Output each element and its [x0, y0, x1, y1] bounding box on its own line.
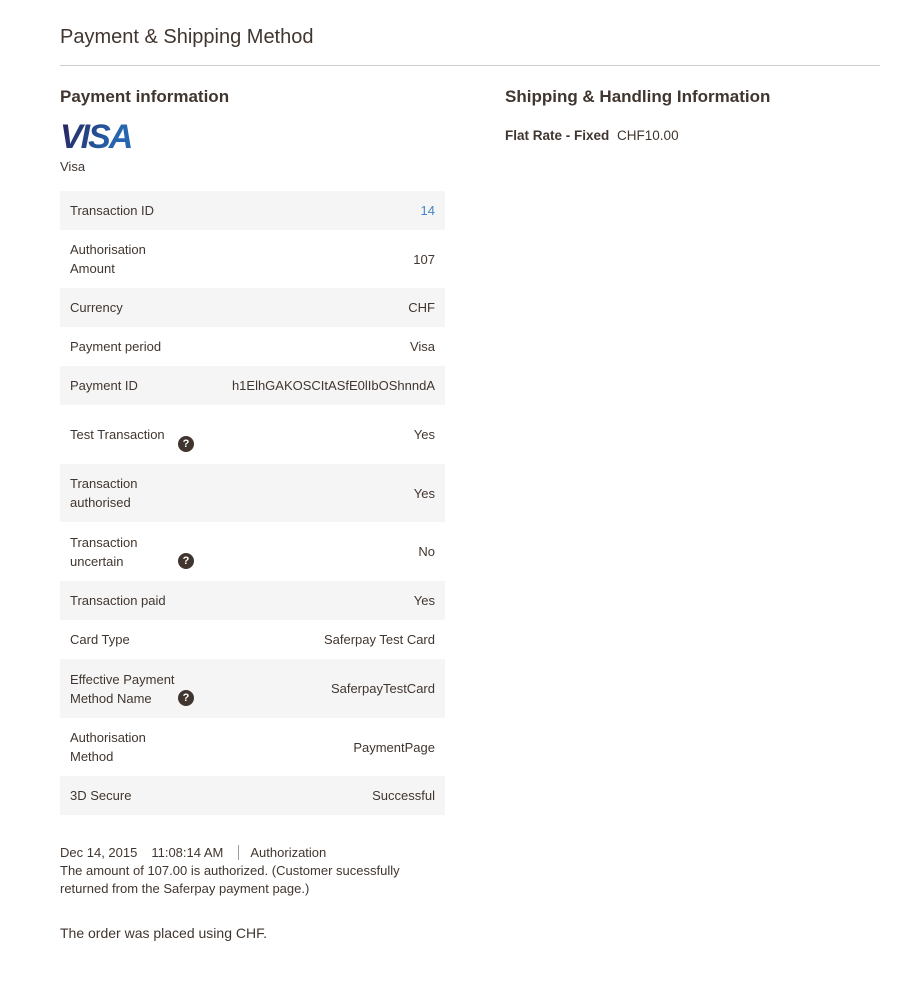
table-row	[60, 191, 445, 230]
row-value-link[interactable]: 14	[420, 203, 435, 219]
row-value: Yes	[413, 593, 435, 609]
table-row	[60, 718, 445, 776]
help-icon[interactable]: ?	[178, 436, 194, 452]
row-value: PaymentPage	[353, 739, 435, 755]
row-label: 3D Secure	[70, 788, 132, 804]
history-status: Authorization	[250, 845, 327, 861]
row-label: Transaction authorised	[70, 476, 138, 511]
row-value: Yes	[413, 485, 435, 501]
row-label-cell	[70, 591, 182, 610]
table-row	[60, 230, 445, 288]
help-icon[interactable]: ?	[178, 690, 194, 706]
table-row	[60, 288, 445, 327]
history-divider	[238, 845, 239, 860]
row-label: Currency	[70, 300, 123, 316]
shipping-price: CHF10.00	[617, 128, 679, 144]
row-value: CHF	[408, 300, 435, 316]
payment-details-table	[60, 191, 445, 815]
row-value: SaferpayTestCard	[330, 681, 435, 697]
row-label: Card Type	[70, 632, 130, 648]
table-row	[60, 581, 445, 620]
two-column-layout	[60, 87, 880, 941]
page-title: Payment & Shipping Method	[60, 26, 880, 66]
row-label-cell	[70, 474, 182, 512]
row-label: Payment ID	[70, 378, 138, 394]
table-row	[60, 366, 445, 405]
row-value: h1ElhGAKOSCItASfE0lIbOShnndA	[231, 378, 435, 394]
row-value: Yes	[413, 427, 435, 443]
row-label: Effective Payment Method Name	[70, 671, 175, 706]
history-comment: The amount of 107.00 is authorized. (Customer sucessfully returned from the Saferpay payment page.)	[60, 863, 400, 896]
table-row	[60, 327, 445, 366]
row-label: Payment period	[70, 339, 162, 355]
row-label: Test Transaction	[70, 427, 165, 443]
row-value: Successful	[372, 788, 435, 804]
table-row	[60, 659, 445, 718]
row-label-cell	[70, 298, 182, 317]
visa-logo: VISA	[60, 120, 136, 154]
row-label-cell	[70, 669, 190, 708]
table-row	[60, 776, 445, 815]
history-time: 11:08:14 AM	[151, 845, 224, 861]
payment-information-heading: Payment information	[60, 87, 230, 106]
payment-information-column	[60, 87, 445, 941]
shipping-information-column	[505, 87, 880, 941]
payment-method-name: Visa	[60, 159, 86, 175]
table-row	[60, 522, 445, 581]
row-value: Visa	[409, 339, 435, 355]
row-label-cell	[70, 728, 182, 766]
row-label-cell	[70, 240, 182, 278]
shipping-method-name: Flat Rate - Fixed	[505, 128, 610, 144]
row-value: 107	[413, 251, 435, 267]
row-label: Transaction uncertain	[70, 534, 138, 569]
row-label: Transaction ID	[70, 203, 155, 219]
row-label-cell	[70, 376, 182, 395]
shipping-information-heading: Shipping & Handling Information	[505, 87, 771, 106]
row-label: Transaction paid	[70, 593, 166, 609]
row-label: Authorisation Method	[70, 730, 146, 765]
transaction-history-entry	[60, 845, 445, 860]
row-label-cell	[70, 201, 182, 220]
row-label-cell	[70, 786, 182, 805]
row-label: Authorisation Amount	[70, 242, 146, 277]
shipping-method-row	[505, 128, 880, 143]
table-row	[60, 464, 445, 522]
row-label-cell	[70, 337, 182, 356]
history-date: Dec 14, 2015	[60, 845, 138, 861]
row-value: No	[418, 544, 435, 560]
order-currency-note: The order was placed using CHF.	[60, 924, 267, 941]
row-value: Saferpay Test Card	[323, 632, 435, 648]
row-label-cell	[70, 630, 182, 649]
table-row	[60, 620, 445, 659]
row-label-cell	[70, 532, 190, 571]
table-row	[60, 405, 445, 464]
help-icon[interactable]: ?	[178, 553, 194, 569]
row-label-cell	[70, 415, 190, 454]
